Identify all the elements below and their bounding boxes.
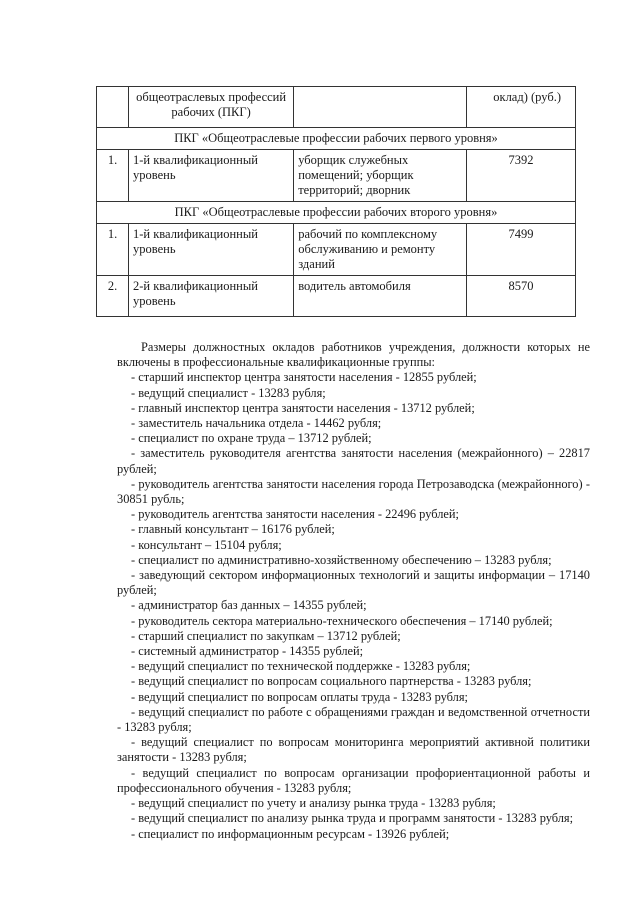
list-item: - ведущий специалист по вопросам оплаты труда - 13283 рубля; [131,689,468,704]
row-salary: 7499 [467,224,576,276]
row-level: 1-й квалификационный уровень [129,224,294,276]
list-item: - главный консультант – 16176 рублей; [131,522,335,537]
intro-paragraph: Размеры должностных окладов работников учреждения, должности которых не включены в профессиональные квалификационные группы: [117,340,590,370]
table-row [97,150,576,202]
row-num: 2. [97,276,129,317]
row-profession: водитель автомобиля [294,276,467,317]
group-title-row [97,202,576,224]
group-title-row [97,128,576,150]
list-item: - старший специалист по закупкам – 13712 рублей; [131,628,401,643]
pkg-salary-table [96,86,576,317]
row-profession: рабочий по комплексному обслуживанию и ремонту зданий [294,224,467,276]
table-header-row [97,87,576,128]
list-item: - специалист по охране труда – 13712 рублей; [131,431,372,446]
row-num: 1. [97,150,129,202]
list-item: - ведущий специалист по вопросам организации профориентационной работы и профессионального обучения - 13283 рубля; [117,765,590,795]
header-profession-cell [294,87,467,128]
table-row [97,276,576,317]
list-item: - консультант – 15104 рубля; [131,537,282,552]
list-item: - заместитель руководителя агентства занятости населения (межрайонного) – 22817 рублей; [117,446,590,476]
salary-list-section [117,340,590,842]
row-level: 1-й квалификационный уровень [129,150,294,202]
row-profession: уборщик служебных помещений; уборщик территорий; дворник [294,150,467,202]
list-item: - заведующий сектором информационных технологий и защиты информации – 17140 рублей; [117,568,590,598]
group-title: ПКГ «Общеотраслевые профессии рабочих первого уровня» [97,128,576,150]
list-item: - ведущий специалист по анализу рынка труда и программ занятости - 13283 рубля; [131,811,574,826]
row-level: 2-й квалификационный уровень [129,276,294,317]
group-title: ПКГ «Общеотраслевые профессии рабочих второго уровня» [97,202,576,224]
list-item: - специалист по информационным ресурсам - 13926 рублей; [131,826,450,841]
list-item: - ведущий специалист по учету и анализу рынка труда - 13283 рубля; [131,796,496,811]
list-item: - главный инспектор центра занятости населения - 13712 рублей; [131,400,475,415]
row-salary: 7392 [467,150,576,202]
list-item: - ведущий специалист по технической поддержке - 13283 рубля; [131,659,471,674]
position-salary-list [117,370,590,841]
row-salary: 8570 [467,276,576,317]
list-item: - руководитель сектора материально-технического обеспечения – 17140 рублей; [131,613,553,628]
table-row [97,224,576,276]
list-item: - заместитель начальника отдела - 14462 рубля; [131,416,382,431]
row-num: 1. [97,224,129,276]
list-item: - ведущий специалист по вопросам социального партнерства - 13283 рубля; [131,674,532,689]
header-level-cell: общеотраслевых профессий рабочих (ПКГ) [129,87,294,128]
list-item: - специалист по административно-хозяйственному обеспечению – 13283 рубля; [131,552,552,567]
list-item: - руководитель агентства занятости населения - 22496 рублей; [131,507,459,522]
list-item: - старший инспектор центра занятости населения - 12855 рублей; [131,370,477,385]
list-item: - ведущий специалист - 13283 рубля; [131,385,326,400]
list-item: - ведущий специалист по вопросам мониторинга мероприятий активной политики занятости - 13283 рубля; [117,735,590,765]
list-item: - администратор баз данных – 14355 рублей; [131,598,367,613]
list-item: - руководитель агентства занятости населения города Петрозаводска (межрайонного) - 30851 рубль; [117,476,590,507]
header-salary-cell: оклад) (руб.) [467,87,576,128]
list-item: - ведущий специалист по работе с обращениями граждан и ведомственной отчетности - 13283 рубля; [117,704,590,735]
list-item: - системный администратор - 14355 рублей; [131,644,364,659]
header-num-cell [97,87,129,128]
